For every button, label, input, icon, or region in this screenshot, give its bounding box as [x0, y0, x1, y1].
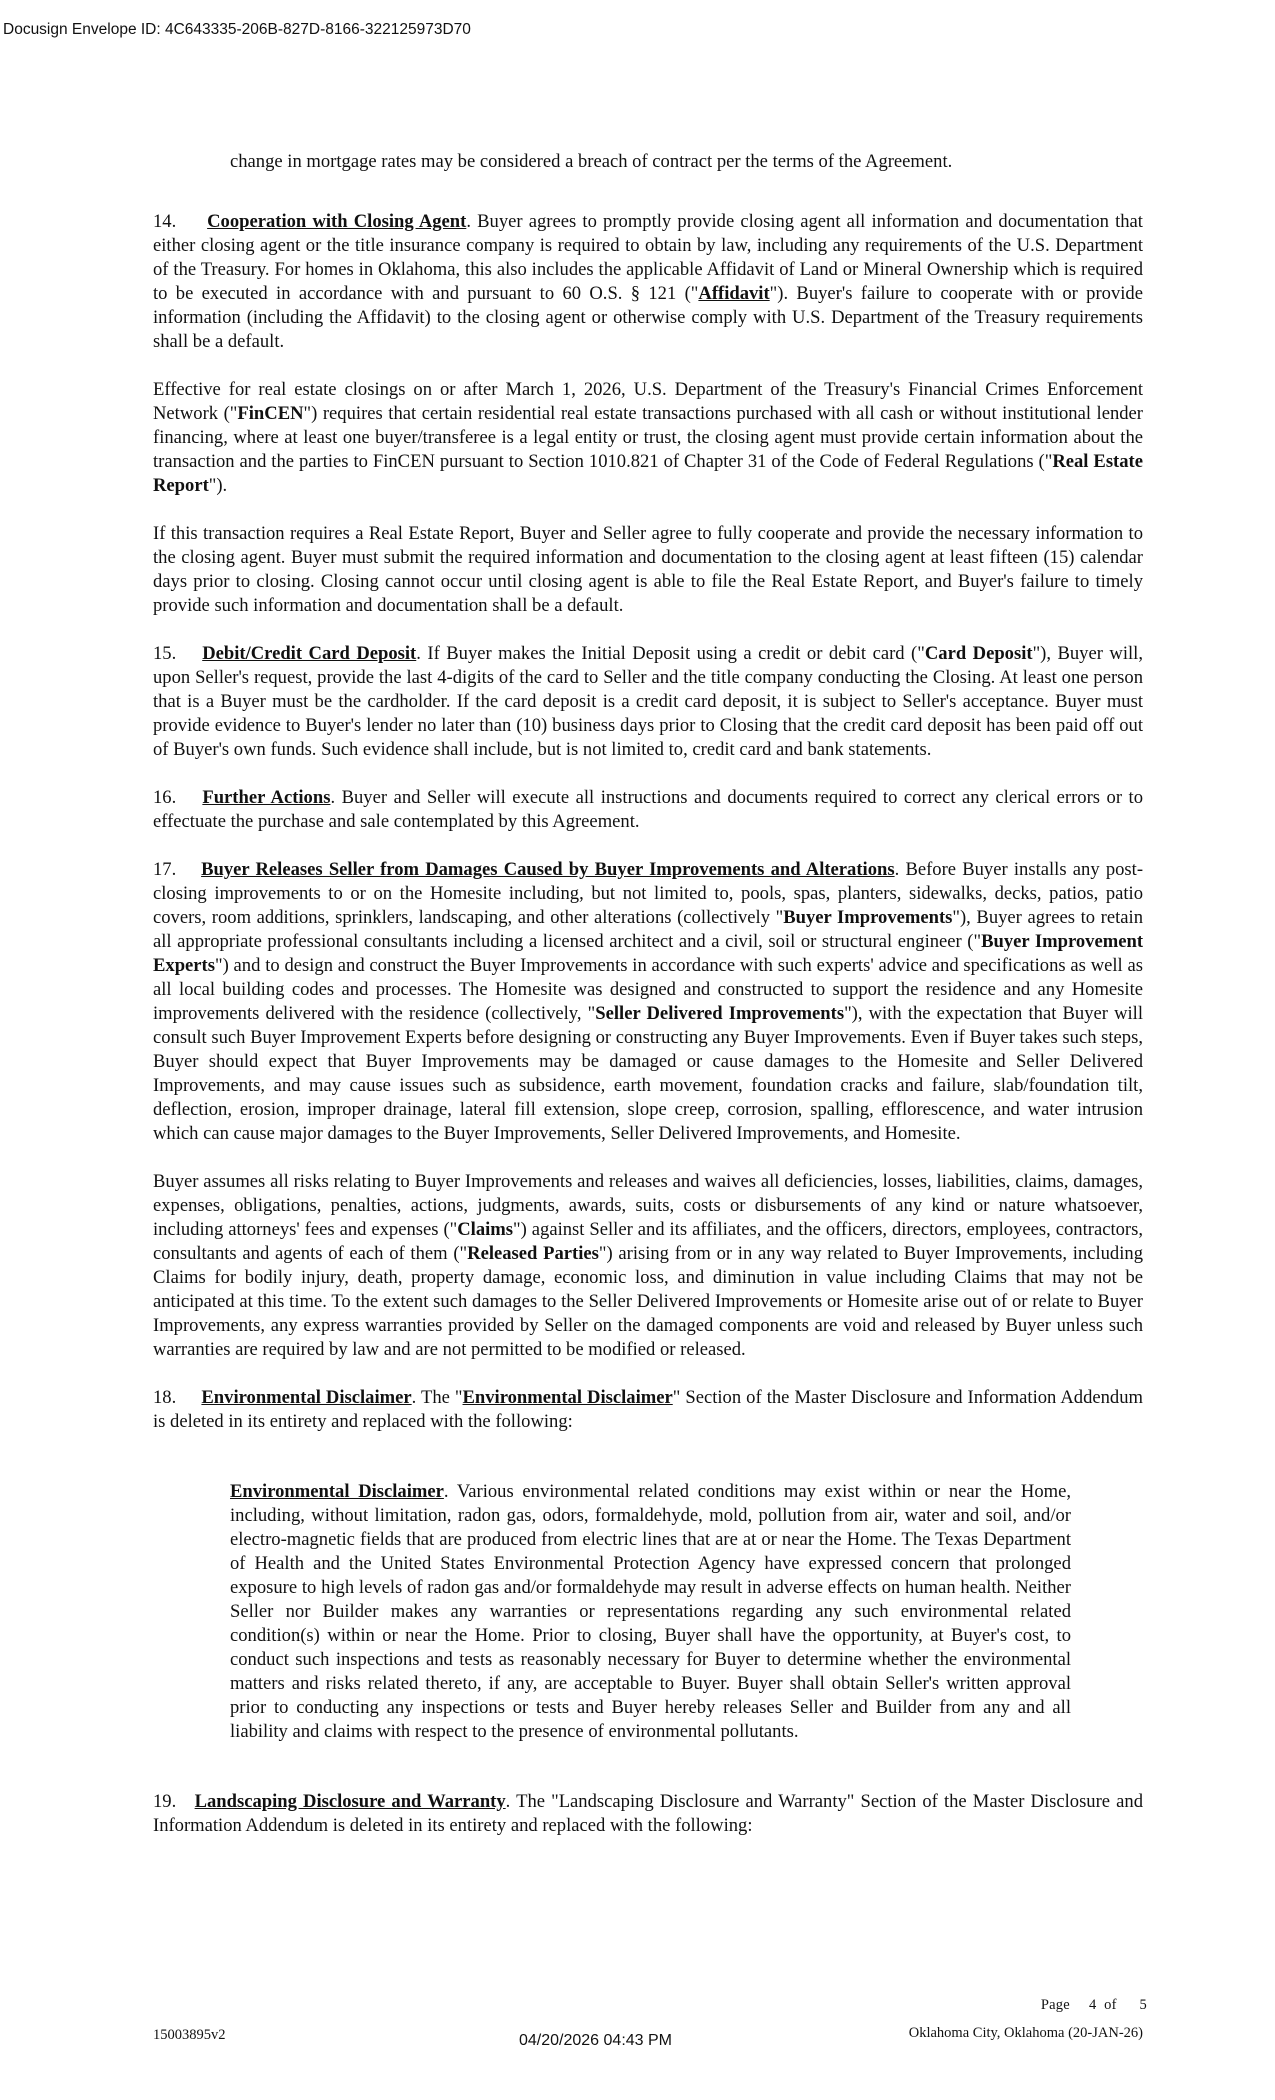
section-15	[153, 642, 1143, 762]
section-text: . Buyer and Seller will execute all instructions and documents required to correct any clerical errors or to effectuate the purchase and sale contemplated by this Agreement.	[153, 787, 1144, 832]
paragraph-text: Buyer assumes all risks relating to Buyer Improvements and releases and waives all deficiencies, losses, liabilities, claims, damages, expenses, obligations, penalties, actions, judgments, awards, suits, costs or disbursements of any kind or nature whatsoever, including attorneys' fees and expenses ("	[153, 1171, 1143, 1240]
section-heading: Buyer Releases Seller from Damages Caused by Buyer Improvements and Alterations	[201, 859, 895, 880]
defined-term: Released Parties	[467, 1243, 599, 1264]
section-19	[153, 1790, 1143, 1838]
section-17-paragraph-2	[153, 1170, 1143, 1362]
paragraph-text: ") requires that certain residential real estate transactions purchased with all cash or without institutional lender financing, where at least one buyer/transferee is a legal entity or trust, the closing agent must provide certain information about the transaction and the parties to FinCEN pursuant to Section 1010.821 of Chapter 31 of the Code of Federal Regulations ("	[153, 403, 1144, 472]
section-heading: Debit/Credit Card Deposit	[202, 643, 417, 664]
paragraph-text: ") against Seller and its affiliates, and the officers, directors, employees, contractors, consultants and agents of each of them ("	[153, 1219, 1143, 1264]
section-18	[153, 1386, 1143, 1434]
block-heading: Environmental Disclaimer	[230, 1481, 444, 1502]
signature-timestamp: 04/20/2026 04:43 PM	[519, 2032, 673, 2049]
section-text: " Section of the Master Disclosure and Information Addendum is deleted in its entirety and replaced with the following:	[153, 1387, 1143, 1432]
section-text: . Before Buyer installs any post-closing improvements to or on the Homesite including, but not limited to, pools, spas, planters, sidewalks, decks, patios, patio covers, room additions, sprinklers, landscaping, and other alterations (collectively "	[153, 859, 1144, 928]
section-number: 17.	[153, 859, 177, 880]
defined-term: Claims	[457, 1219, 514, 1240]
section-text: ") and to design and construct the Buyer Improvements in accordance with such experts' advice and specifications as well as all local building codes and processes. The Homesite was designed and constructed to support the residence and any Homesite improvements delivered with the residence (collectively, "	[153, 955, 1143, 1024]
defined-term: Environmental Disclaimer	[462, 1387, 673, 1408]
section-text: . Buyer agrees to promptly provide closing agent all information and documentation that either closing agent or the title insurance company is required to obtain by law, including any requirements of the U.S. Department of the Treasury. For homes in Oklahoma, this also includes the applicable Affidavit of Land or Mineral Ownership which is required to be executed in accordance with and pursuant to 60 O.S. § 121 ("	[153, 211, 1143, 304]
top-line: change in mortgage rates may be considered a breach of contract per the terms of the Agreement.	[230, 151, 953, 172]
block-text: . Various environmental related conditions may exist within or near the Home, including, without limitation, radon gas, odors, formaldehyde, mold, pollution from air, water and soil, and/or electro-magnetic fields that are produced from electric lines that are at or near the Home. The Texas Department of Health and the United States Environmental Protection Agency have expressed concern that prolonged exposure to high levels of radon gas and/or formaldehyde may result in adverse effects on human health. Neither Seller nor Builder makes any warranties or representations regarding any such environmental related condition(s) within or near the Home. Prior to closing, Buyer shall have the opportunity, at Buyer's cost, to conduct such inspections and tests as reasonably necessary for Buyer to determine whether the environmental matters and risks related thereto, if any, are acceptable to Buyer. Buyer shall obtain Seller's written approval prior to conducting any inspections or tests and Buyer hereby releases Seller and Builder from any and all liability and claims with respect to the presence of environmental pollutants.	[230, 1481, 1071, 1742]
environmental-disclaimer-block	[230, 1480, 1071, 1744]
defined-term: Buyer Improvements	[783, 907, 953, 928]
document-body	[153, 150, 1143, 1862]
defined-term: Affidavit	[698, 283, 770, 304]
section-number: 16.	[153, 787, 177, 808]
paragraph-text: ") arising from or in any way related to Buyer Improvements, including Claims for bodily injury, death, property damage, economic loss, and diminution in value including Claims that may not be anticipated at this time. To the extent such damages to the Seller Delivered Improvements or Homesite arise out of or relate to Buyer Improvements, any express warranties provided by Seller on the damaged components are void and released by Buyer unless such warranties are required by law and are not permitted to be modified or released.	[153, 1243, 1143, 1360]
document-id: 15003895v2	[153, 2027, 226, 2043]
section-text: "). Buyer's failure to cooperate with or provide information (including the Affidavit) to the closing agent or otherwise comply with U.S. Department of the Treasury requirements shall be a default.	[153, 283, 1143, 352]
section-number: 14.	[153, 211, 177, 232]
document-location: Oklahoma City, Oklahoma (20-JAN-26)	[908, 2025, 1143, 2041]
paragraph-text: ").	[208, 475, 228, 496]
section-14-paragraph-2	[153, 378, 1143, 498]
section-heading: Further Actions	[202, 787, 331, 808]
section-number: 18.	[153, 1387, 177, 1408]
section-heading: Landscaping Disclosure and Warranty	[194, 1791, 506, 1812]
section-16	[153, 786, 1143, 834]
section-heading: Cooperation with Closing Agent	[207, 211, 467, 232]
envelope-id: Docusign Envelope ID: 4C643335-206B-827D-8166-322125973D70	[3, 21, 471, 38]
section-number: 15.	[153, 643, 177, 664]
section-14	[153, 210, 1143, 354]
defined-term: Buyer Improvement Experts	[153, 931, 1144, 976]
section-text: "), Buyer will, upon Seller's request, provide the last 4-digits of the card to Seller and the title company conducting the Closing. At least one person that is a Buyer must be the cardholder. If the card deposit is a credit card deposit, it is subject to Seller's acceptance. Buyer must provide evidence to Buyer's lender no later than (10) business days prior to Closing that the credit card deposit has been paid off out of Buyer's own funds. Such evidence shall include, but is not limited to, credit card and bank statements.	[153, 643, 1143, 760]
section-17	[153, 858, 1143, 1146]
section-14-paragraph-3: If this transaction requires a Real Estate Report, Buyer and Seller agree to fully cooperate and provide the necessary information to the closing agent. Buyer must submit the required information and documentation to the closing agent at least fifteen (15) calendar days prior to closing. Closing cannot occur until closing agent is able to file the Real Estate Report, and Buyer's failure to timely provide such information and documentation shall be a default.	[153, 523, 1143, 616]
page-number: Page 4 of 5	[1040, 1997, 1147, 2013]
defined-term: Card Deposit	[924, 643, 1033, 664]
defined-term: FinCEN	[237, 403, 304, 424]
section-text: . The "	[411, 1387, 463, 1408]
section-heading: Environmental Disclaimer	[201, 1387, 412, 1408]
section-number: 19.	[153, 1791, 177, 1812]
defined-term: Real Estate Report	[153, 451, 1143, 496]
paragraph-text: Effective for real estate closings on or after March 1, 2026, U.S. Department of the Treasury's Financial Crimes Enforcement Network ("	[153, 379, 1143, 424]
section-text: "), with the expectation that Buyer will consult such Buyer Improvement Experts before designing or constructing any Buyer Improvements. Even if Buyer takes such steps, Buyer should expect that Buyer Improvements may be damaged or cause damages to the Homesite and Seller Delivered Improvements, and may cause issues such as subsidence, earth movement, foundation cracks and failure, slab/foundation tilt, deflection, erosion, improper drainage, lateral fill extension, slope creep, corrosion, spalling, efflorescence, and water intrusion which can cause major damages to the Buyer Improvements, Seller Delivered Improvements, and Homesite.	[153, 1003, 1143, 1144]
section-text: . If Buyer makes the Initial Deposit using a credit or debit card ("	[416, 643, 925, 664]
section-text: . The "Landscaping Disclosure and Warranty" Section of the Master Disclosure and Information Addendum is deleted in its entirety and replaced with the following:	[153, 1791, 1144, 1836]
defined-term: Seller Delivered Improvements	[595, 1003, 845, 1024]
section-text: "), Buyer agrees to retain all appropriate professional consultants including a licensed architect and a civil, soil or structural engineer ("	[153, 907, 1143, 952]
